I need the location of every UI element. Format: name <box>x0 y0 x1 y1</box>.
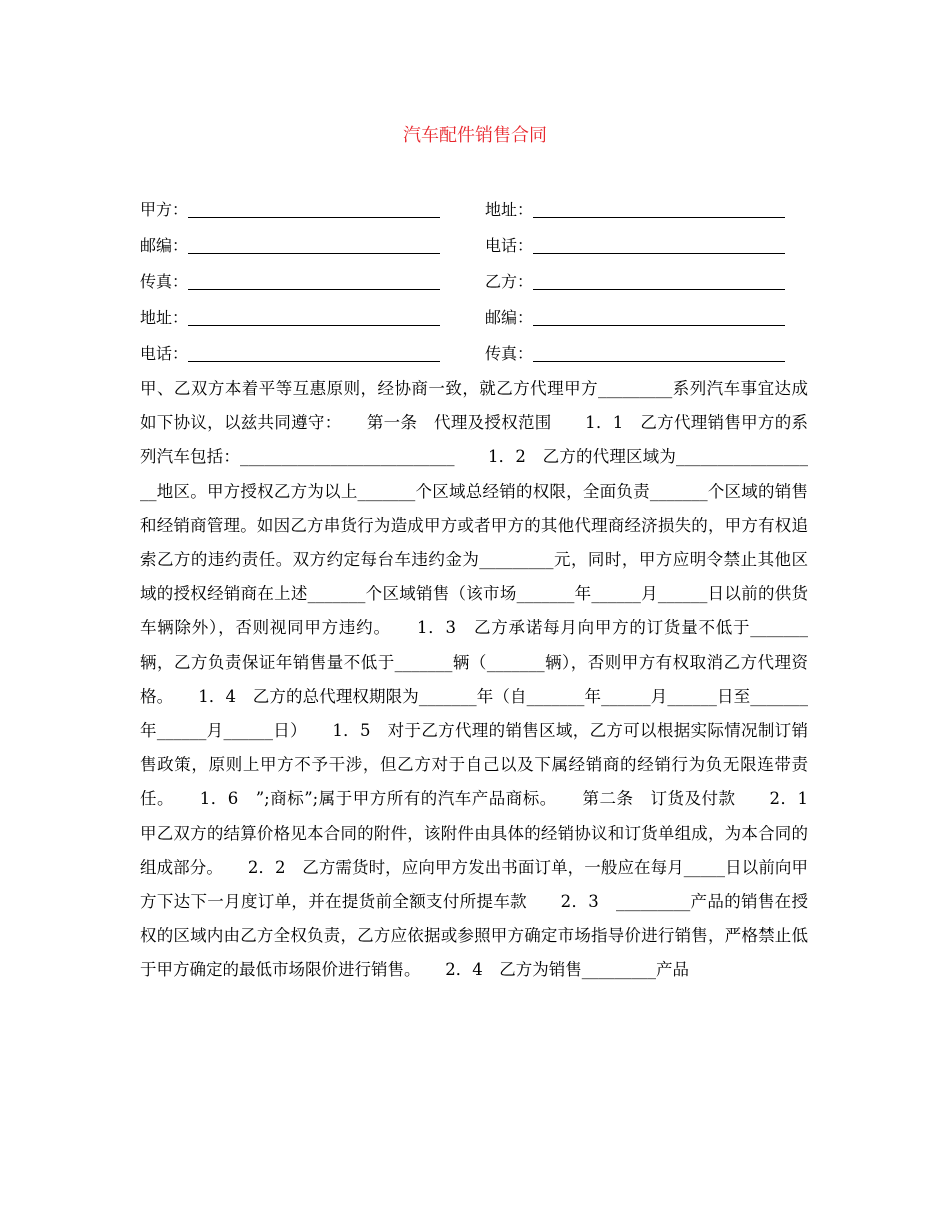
fill-in-blank <box>188 345 440 362</box>
field-row <box>140 336 820 372</box>
document-title: 汽车配件销售合同 <box>403 125 547 146</box>
field-label: 传真： <box>485 344 534 363</box>
fill-in-blank <box>533 237 785 254</box>
field-label: 传真： <box>140 272 189 291</box>
field-right <box>485 236 820 256</box>
field-left <box>140 344 485 364</box>
field-left <box>140 236 485 256</box>
fill-in-blank <box>188 201 440 218</box>
fill-in-blank <box>188 273 440 290</box>
fill-in-blank <box>188 237 440 254</box>
field-left <box>140 272 485 292</box>
field-label: 甲方： <box>140 200 189 219</box>
contract-body-text: 甲、乙双方本着平等互惠原则，经协商一致，就乙方代理甲方_________系列汽车事宜达成如下协议，以兹共同遵守： 第一条 代理及授权范围 1．1 乙方代理销售甲方的系列汽车包括：__________________________ 1．2 乙方的代理区域为__________________地区。甲方授权乙方为以上_______个区域总经销的权限，全面负责_______个区域的销售和经销商管理。如因乙方串货行为造成甲方或者甲方的其他代理商经济损失的，甲方有权追索乙方的违约责任。双方约定每台车违约金为_________元，同时，甲方应明令禁止其他区域的授权经销商在上述_______个区域销售（该市场_______年______月______日以前的供货车辆除外），否则视同甲方违约。 1．3 乙方承诺每月向甲方的订货量不低于_______辆，乙方负责保证年销售量不低于_______辆（_______辆），否则甲方有权取消乙方代理资格。 1．4 乙方的总代理权期限为_______年（自_______年______月______日至_______年______月______日） 1．5 对于乙方代理的销售区域，乙方可以根据实际情况制订销售政策，原则上甲方不予干涉，但乙方对于自己以及下属经销商的经销行为负无限连带责任。 1．6 ”;商标”;属于甲方所有的汽车产品商标。 第二条 订货及付款 2．1 甲乙双方的结算价格见本合同的附件，该附件由具体的经销协议和订货单组成，为本合同的组成部分。 2．2 乙方需货时，应向甲方发出书面订单，一般应在每月_____日以前向甲方下达下一月度订单，并在提货前全额支付所提车款 2．3 _________产品的销售在授权的区域内由乙方全权负责，乙方应依据或参照甲方确定市场指导价进行销售，严格禁止低于甲方确定的最低市场限价进行销售。 2．4 乙方为销售_________产品 <box>140 379 825 980</box>
field-label: 邮编： <box>485 308 534 327</box>
field-right <box>485 200 820 220</box>
field-label: 地址： <box>485 200 534 219</box>
field-right <box>485 272 820 292</box>
fill-in-blank <box>533 201 785 218</box>
field-left <box>140 200 485 220</box>
fill-in-blank <box>533 273 785 290</box>
field-right <box>485 308 820 328</box>
field-label: 乙方： <box>485 272 534 291</box>
field-left <box>140 308 485 328</box>
field-row <box>140 300 820 336</box>
field-right <box>485 344 820 364</box>
field-row <box>140 228 820 264</box>
field-label: 电话： <box>485 236 534 255</box>
fill-in-blank <box>533 309 785 326</box>
field-label: 邮编： <box>140 236 189 255</box>
field-label: 地址： <box>140 308 189 327</box>
field-label: 电话： <box>140 344 189 363</box>
fill-in-blank <box>533 345 785 362</box>
field-row <box>140 264 820 300</box>
party-info-grid <box>140 192 820 372</box>
field-row <box>140 192 820 228</box>
fill-in-blank <box>188 309 440 326</box>
